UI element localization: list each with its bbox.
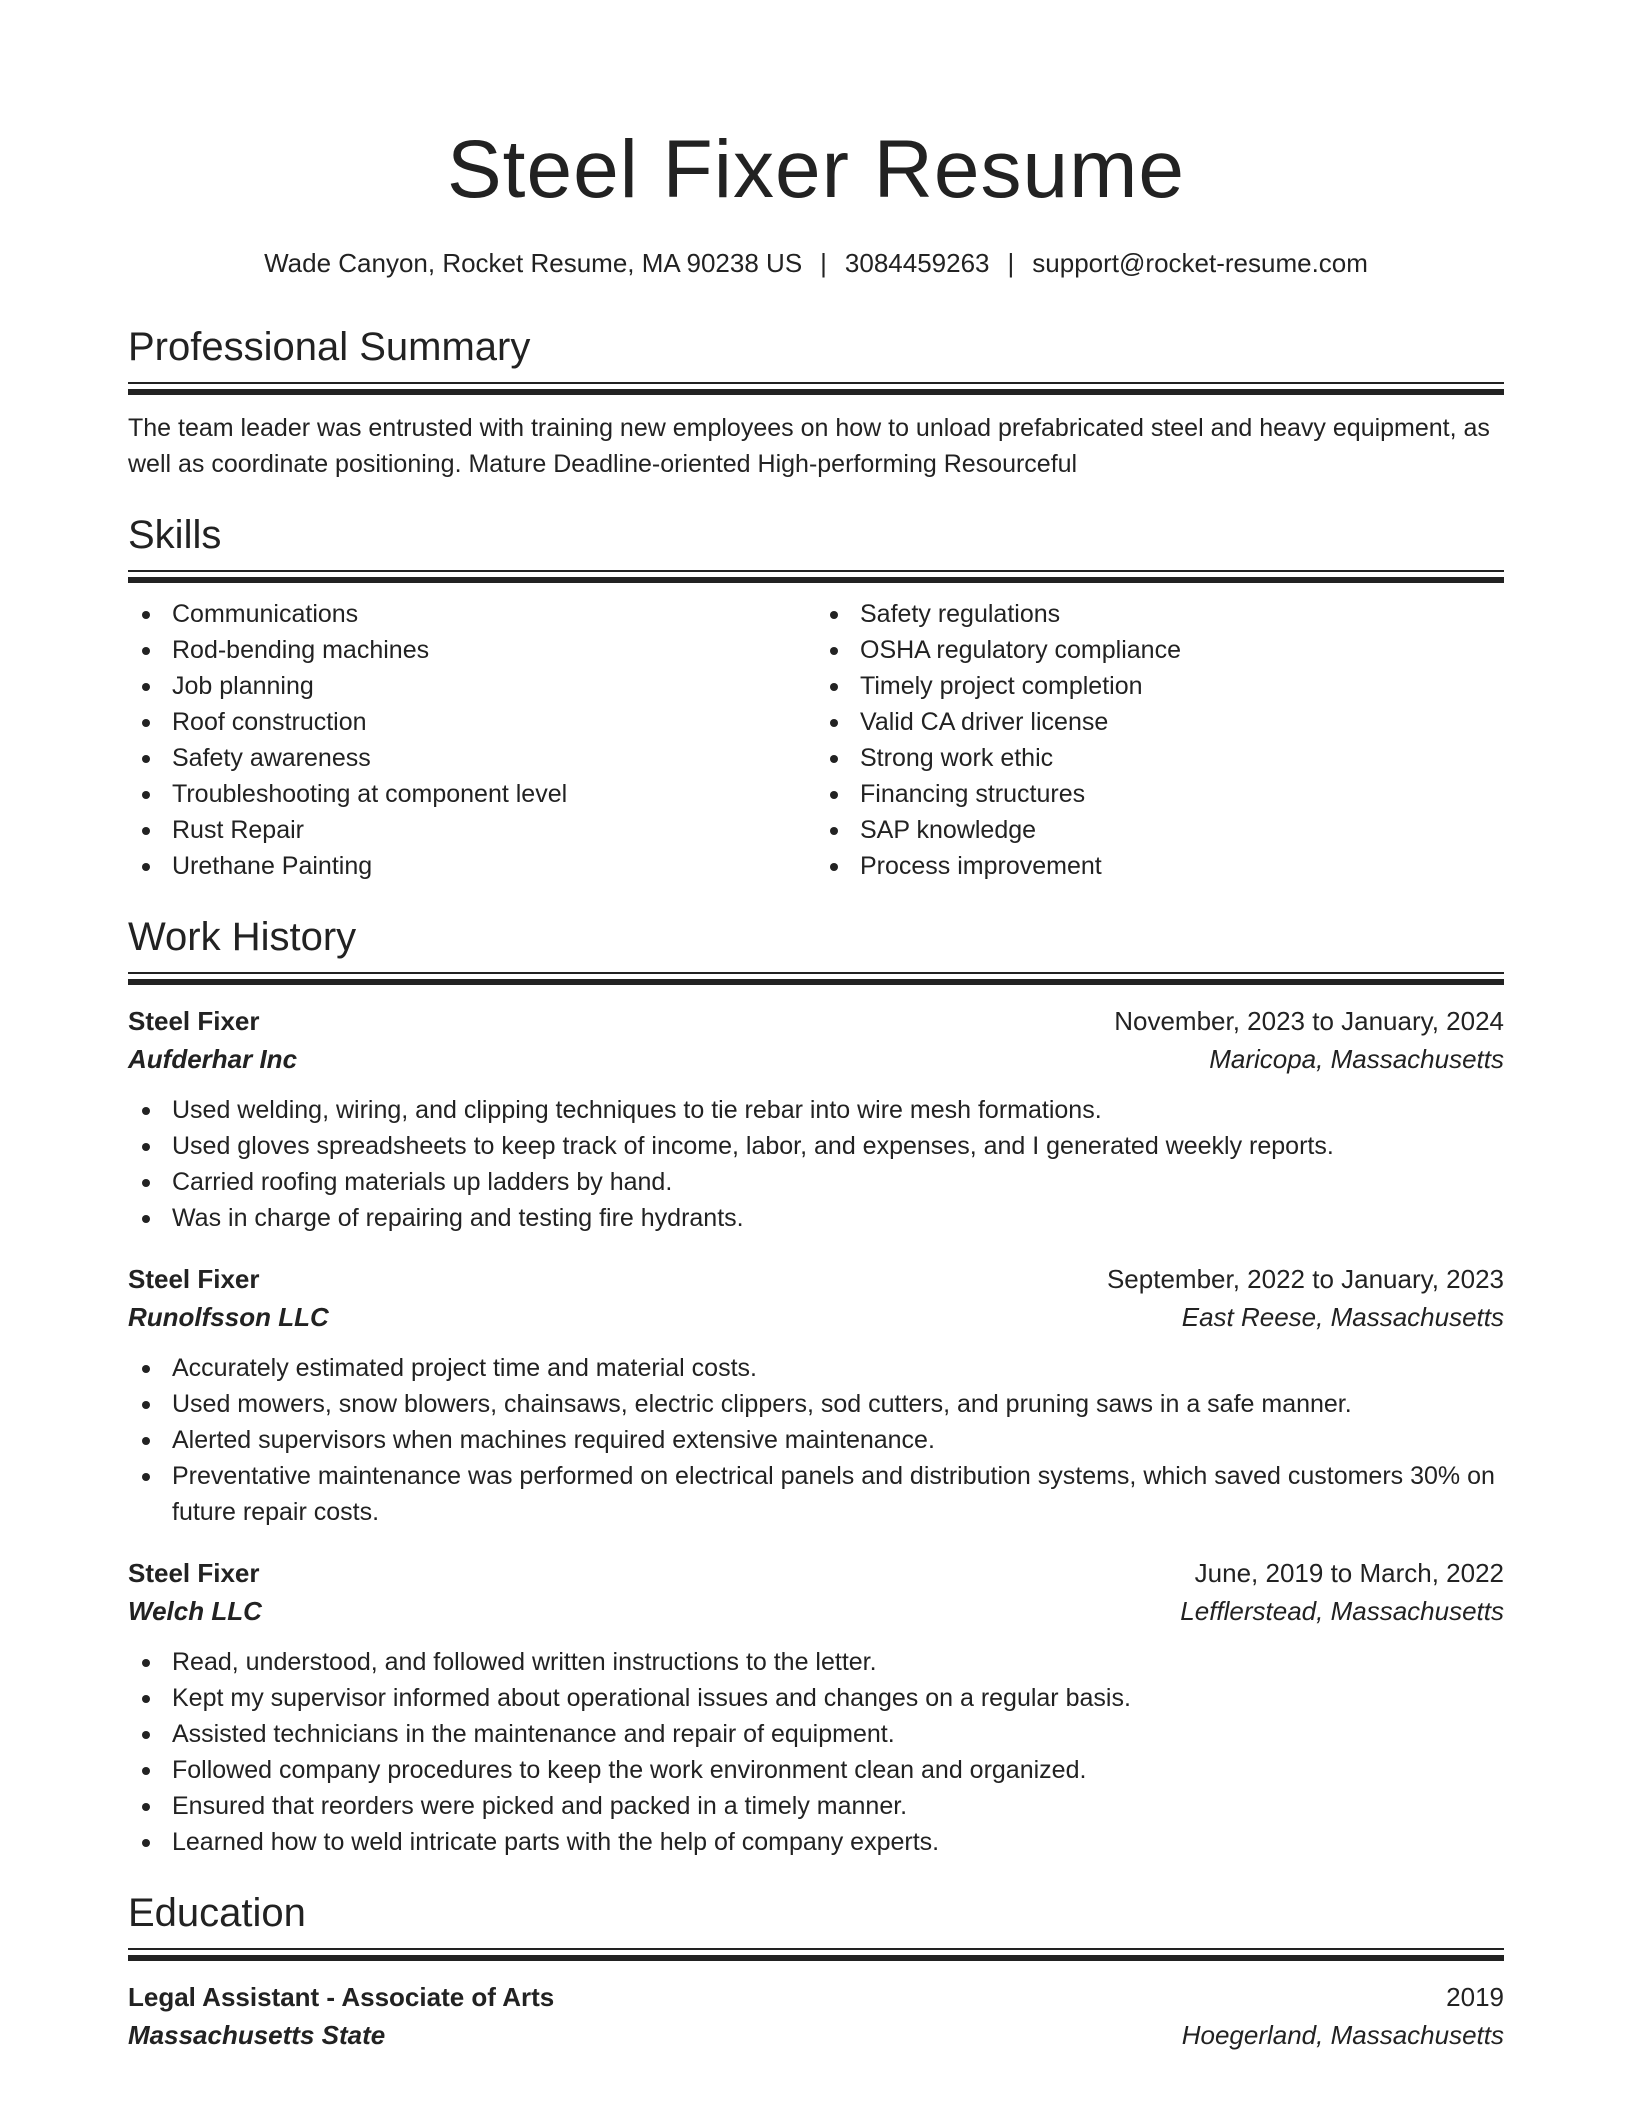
education-school-row bbox=[128, 2016, 1504, 2054]
education-location: Hoegerland, Massachusetts bbox=[1181, 2020, 1504, 2050]
job-header-row bbox=[128, 1554, 1504, 1592]
section-divider bbox=[128, 570, 1504, 584]
skill-item: Safety regulations bbox=[816, 596, 1504, 632]
job-bullets bbox=[128, 1644, 1504, 1860]
job-title: Steel Fixer bbox=[128, 1558, 260, 1588]
skill-item: Process improvement bbox=[816, 848, 1504, 884]
job-title: Steel Fixer bbox=[128, 1006, 260, 1036]
job-company: Aufderhar Inc bbox=[128, 1044, 298, 1074]
education-entry bbox=[128, 1978, 1504, 2054]
skill-item: OSHA regulatory compliance bbox=[816, 632, 1504, 668]
contact-phone: 3084459263 bbox=[844, 248, 990, 278]
contact-address: Wade Canyon, Rocket Resume, MA 90238 US bbox=[264, 248, 803, 278]
job-entry bbox=[128, 1260, 1504, 1530]
skill-item: Troubleshooting at component level bbox=[128, 776, 816, 812]
skills-list-right bbox=[816, 596, 1504, 884]
skill-item: Roof construction bbox=[128, 704, 816, 740]
job-bullet: Assisted technicians in the maintenance and repair of equipment. bbox=[128, 1716, 1504, 1752]
job-company-row bbox=[128, 1592, 1504, 1630]
job-company: Runolfsson LLC bbox=[128, 1302, 329, 1332]
job-entry bbox=[128, 1554, 1504, 1860]
work-history-section bbox=[128, 912, 1504, 1860]
job-bullet: Used mowers, snow blowers, chainsaws, electric clippers, sod cutters, and pruning saws in a safe manner. bbox=[128, 1386, 1504, 1422]
job-bullet: Followed company procedures to keep the work environment clean and organized. bbox=[128, 1752, 1504, 1788]
education-heading: Education bbox=[128, 1891, 306, 1935]
summary-text: The team leader was entrusted with training new employees on how to unload prefabricated steel and heavy equipment, as well as coordinate positioning. Mature Deadline-oriented High-performing Resourceful bbox=[128, 414, 1490, 478]
job-bullet: Alerted supervisors when machines required extensive maintenance. bbox=[128, 1422, 1504, 1458]
job-dates: November, 2023 to January, 2024 bbox=[1114, 1006, 1504, 1036]
skill-item: Rust Repair bbox=[128, 812, 816, 848]
job-location: East Reese, Massachusetts bbox=[1181, 1302, 1504, 1332]
job-location: Lefflerstead, Massachusetts bbox=[1180, 1596, 1504, 1626]
education-degree: Legal Assistant - Associate of Arts bbox=[128, 1982, 555, 2012]
contact-line bbox=[128, 246, 1504, 280]
job-bullets bbox=[128, 1350, 1504, 1530]
contact-email: support@rocket-resume.com bbox=[1032, 248, 1368, 278]
skills-heading: Skills bbox=[128, 513, 222, 557]
job-dates: June, 2019 to March, 2022 bbox=[1194, 1558, 1504, 1588]
job-company-row bbox=[128, 1298, 1504, 1336]
skills-list-left bbox=[128, 596, 816, 884]
job-bullet: Accurately estimated project time and material costs. bbox=[128, 1350, 1504, 1386]
job-bullet: Kept my supervisor informed about operational issues and changes on a regular basis. bbox=[128, 1680, 1504, 1716]
job-location: Maricopa, Massachusetts bbox=[1209, 1044, 1504, 1074]
skill-item: Timely project completion bbox=[816, 668, 1504, 704]
skill-item: Financing structures bbox=[816, 776, 1504, 812]
job-company: Welch LLC bbox=[128, 1596, 262, 1626]
summary-section bbox=[128, 322, 1504, 482]
contact-separator: | bbox=[820, 248, 827, 278]
skill-item: Urethane Painting bbox=[128, 848, 816, 884]
education-year: 2019 bbox=[1446, 1982, 1504, 2012]
skills-section bbox=[128, 510, 1504, 884]
contact-separator: | bbox=[1007, 248, 1015, 278]
job-bullet: Was in charge of repairing and testing fire hydrants. bbox=[128, 1200, 1504, 1236]
job-bullet: Ensured that reorders were picked and packed in a timely manner. bbox=[128, 1788, 1504, 1824]
skill-item: Safety awareness bbox=[128, 740, 816, 776]
resume-title: Steel Fixer Resume bbox=[446, 124, 1186, 215]
skills-columns bbox=[128, 596, 1504, 884]
work-history-heading: Work History bbox=[128, 915, 357, 959]
job-bullet: Learned how to weld intricate parts with the help of company experts. bbox=[128, 1824, 1504, 1860]
job-entry bbox=[128, 1002, 1504, 1236]
job-bullets bbox=[128, 1092, 1504, 1236]
job-header-row bbox=[128, 1260, 1504, 1298]
skill-item: Strong work ethic bbox=[816, 740, 1504, 776]
job-dates: September, 2022 to January, 2023 bbox=[1106, 1264, 1504, 1294]
job-header-row bbox=[128, 1002, 1504, 1040]
skill-item: Rod-bending machines bbox=[128, 632, 816, 668]
job-bullet: Used gloves spreadsheets to keep track of income, labor, and expenses, and I generated weekly reports. bbox=[128, 1128, 1504, 1164]
skill-item: SAP knowledge bbox=[816, 812, 1504, 848]
skill-item: Valid CA driver license bbox=[816, 704, 1504, 740]
section-divider bbox=[128, 972, 1504, 986]
job-title: Steel Fixer bbox=[128, 1264, 260, 1294]
job-bullet: Used welding, wiring, and clipping techniques to tie rebar into wire mesh formations. bbox=[128, 1092, 1504, 1128]
job-bullet: Preventative maintenance was performed on electrical panels and distribution systems, which saved customers 30% on future repair costs. bbox=[128, 1458, 1504, 1530]
education-header-row bbox=[128, 1978, 1504, 2016]
skill-item: Job planning bbox=[128, 668, 816, 704]
section-divider bbox=[128, 1948, 1504, 1962]
education-school: Massachusetts State bbox=[128, 2020, 386, 2050]
job-company-row bbox=[128, 1040, 1504, 1078]
job-bullet: Read, understood, and followed written instructions to the letter. bbox=[128, 1644, 1504, 1680]
job-bullet: Carried roofing materials up ladders by hand. bbox=[128, 1164, 1504, 1200]
education-section bbox=[128, 1888, 1504, 2054]
section-divider bbox=[128, 382, 1504, 396]
summary-heading: Professional Summary bbox=[128, 325, 531, 369]
skill-item: Communications bbox=[128, 596, 816, 632]
